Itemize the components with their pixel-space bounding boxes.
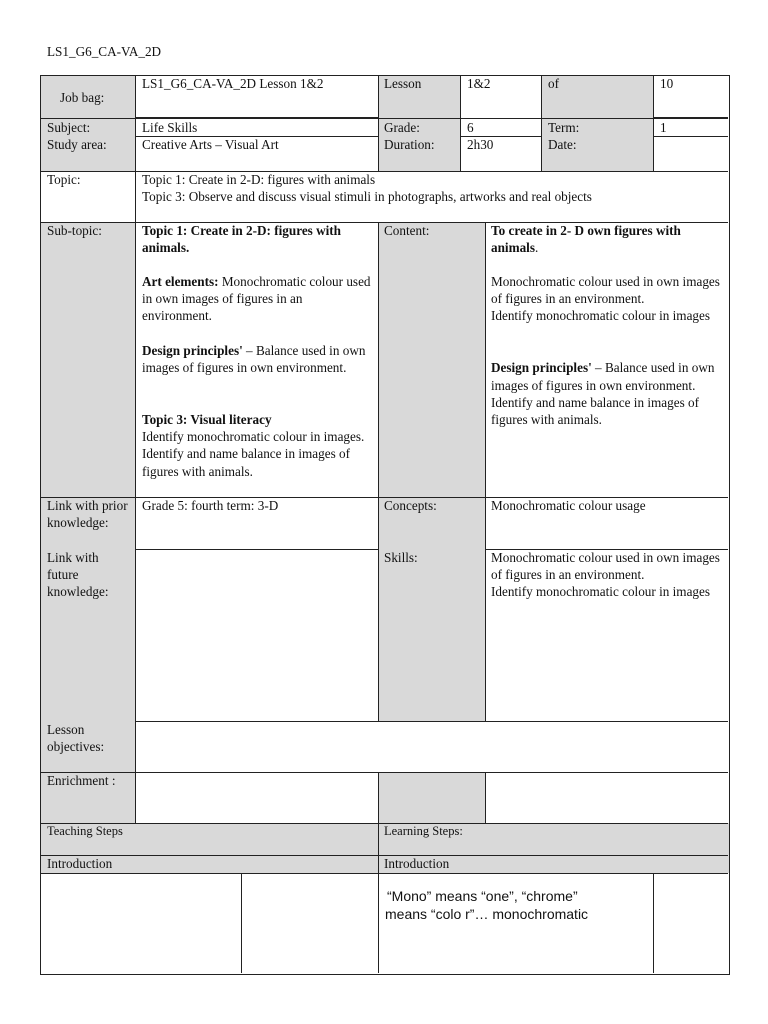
prior-knowledge-label: Link with prior knowledge:	[47, 498, 128, 531]
content-line-2: Identify monochromatic colour in images	[491, 308, 710, 324]
lesson-label: Lesson	[384, 76, 422, 91]
date-label: Date:	[548, 137, 577, 152]
topic-line-1: Topic 1: Create in 2-D: figures with animals	[142, 172, 376, 187]
grade-label: Grade:	[384, 120, 420, 135]
future-knowledge-label: Link with future knowledge:	[47, 550, 109, 600]
duration-label: Duration:	[384, 137, 435, 152]
lesson-objectives-label: Lesson objectives:	[47, 722, 105, 755]
of-value: 10	[660, 76, 674, 91]
study-area-label: Study area:	[47, 137, 107, 152]
subject-label: Subject:	[47, 120, 91, 135]
visual-literacy-line-1: Identify monochromatic colour in images.	[142, 429, 365, 445]
topic-line-2: Topic 3: Observe and discuss visual stimuli in photographs, artworks and real objects	[142, 189, 592, 204]
visual-literacy-line-2: Identify and name balance in images of figures with animals.	[142, 446, 350, 479]
introduction-learning: Introduction	[384, 856, 450, 871]
grade-value: 6	[467, 120, 474, 135]
design-principles-text: – Balance used in own images of figures in own environment.	[142, 343, 366, 376]
content-cell: To create in 2- D own figures with animals. Monochromatic colour used in own images of figures in an environment. Identify monochromatic colour in images Design principles' – Balance used in own images of figures in own environment. Identify and name balance in images of figures with animals.	[491, 222, 723, 428]
content-design-label: Design principles'	[491, 360, 592, 376]
content-line-3: Identify and name balance in images of figures with animals.	[491, 394, 699, 428]
subtopic-cell	[142, 222, 374, 480]
term-value: 1	[660, 120, 667, 135]
prior-knowledge-value: Grade 5: fourth term: 3-D	[142, 498, 279, 513]
content-design-text: – Balance used in own images of figures in own environment.	[491, 360, 715, 393]
subject-value: Life Skills	[142, 120, 198, 135]
of-label: of	[548, 76, 559, 91]
teaching-steps-heading: Teaching Steps	[47, 824, 123, 838]
visual-literacy-heading: Topic 3: Visual literacy	[142, 412, 272, 427]
skills-line-2: Identify monochromatic colour in images	[491, 584, 710, 600]
concepts-value: Monochromatic colour usage	[491, 498, 646, 513]
concepts-label: Concepts:	[384, 498, 437, 513]
skills-line-1: Monochromatic colour used in own images of figures in an environment.	[491, 550, 720, 583]
duration-value: 2h30	[467, 137, 494, 152]
term-label: Term:	[548, 120, 580, 135]
document-code: LS1_G6_CA-VA_2D	[47, 44, 162, 59]
mono-definition-line-1: “Mono” means “one”, “chrome”	[387, 888, 578, 904]
art-elements-text: Monochromatic colour used in own images of figures in an environment.	[142, 274, 371, 324]
subtopic-label: Sub-topic:	[47, 223, 102, 238]
lesson-value: 1&2	[467, 76, 491, 91]
content-heading: To create in 2- D own figures with animals	[491, 223, 681, 256]
skills-label: Skills:	[384, 550, 418, 565]
mono-definition-line-2: means “colo r”… monochromatic	[385, 906, 589, 922]
introduction-teaching: Introduction	[47, 856, 113, 871]
job-bag-value: LS1_G6_CA-VA_2D Lesson 1&2	[142, 76, 324, 91]
enrichment-label: Enrichment :	[47, 773, 116, 788]
subtopic-heading: Topic 1: Create in 2-D: figures with animals.	[142, 223, 342, 256]
content-label: Content:	[384, 223, 430, 238]
job-bag-label: Job bag:	[60, 90, 105, 105]
design-principles-label: Design principles'	[142, 343, 243, 358]
content-line-1: Monochromatic colour used in own images of figures in an environment.	[491, 274, 720, 307]
art-elements-label: Art elements:	[142, 274, 219, 289]
topic-label: Topic:	[47, 172, 81, 187]
study-area-value: Creative Arts – Visual Art	[142, 137, 279, 152]
skills-cell	[491, 549, 723, 601]
learning-steps-heading: Learning Steps:	[384, 824, 463, 838]
